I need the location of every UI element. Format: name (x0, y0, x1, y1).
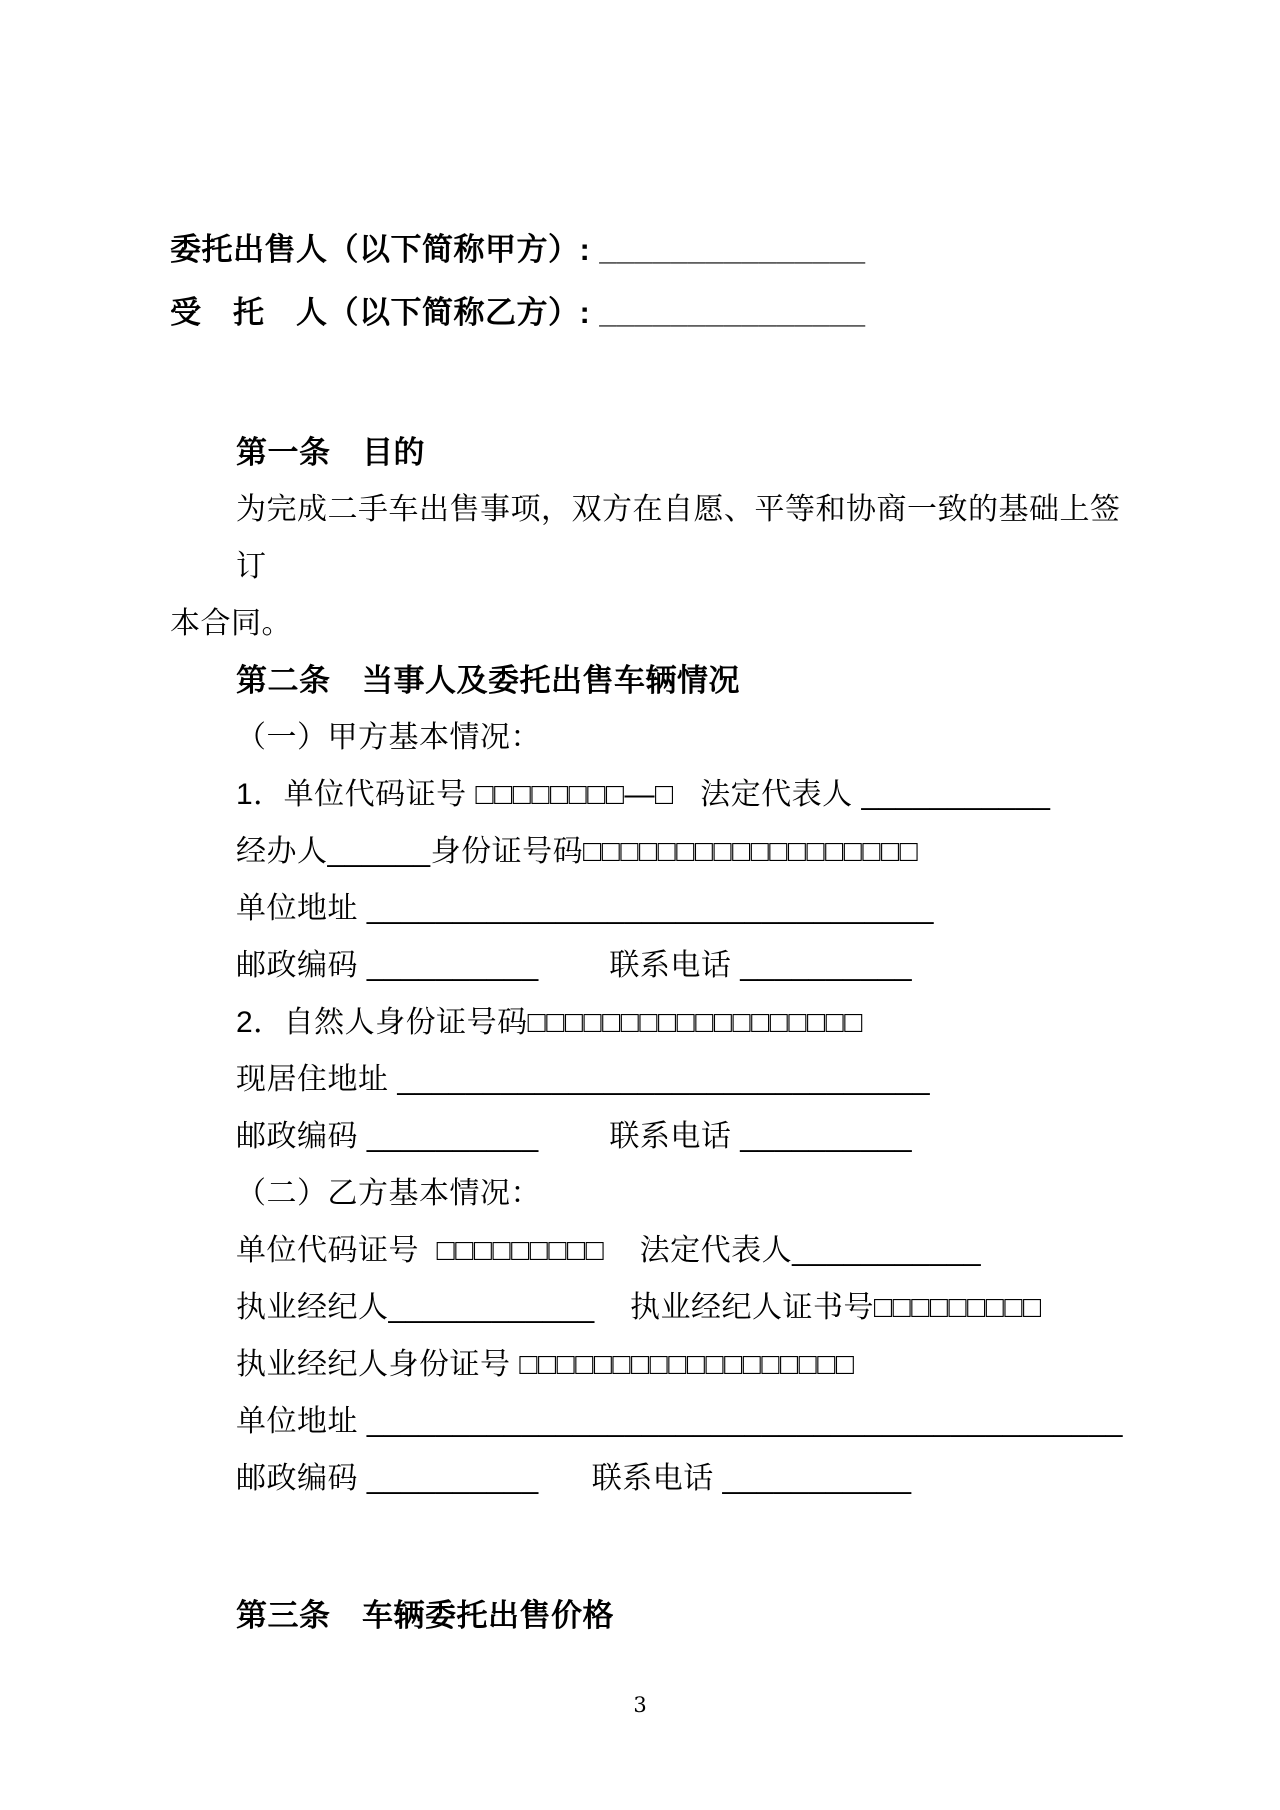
party-a-residence-line: 现居住地址 _______________________________ (236, 1063, 931, 1096)
section-gap (170, 1507, 1135, 1587)
article1-heading: 第一条 目的 (236, 435, 425, 470)
page-number: 3 (633, 1693, 647, 1717)
party-a-person-id-line: 2．自然人身份证号码□□□□□□□□□□□□□□□□□□ (236, 1006, 863, 1039)
article2-heading: 第二条 当事人及委托出售车辆情况 (236, 663, 740, 698)
party-b-address-line: 单位地址 ____________________________________________ (236, 1405, 1123, 1438)
section-gap (170, 344, 1135, 424)
party-b-broker-id-line: 执业经纪人身份证号 □□□□□□□□□□□□□□□□□□ (236, 1348, 855, 1381)
party-a-address-line: 单位地址 _________________________________ (236, 892, 934, 925)
party-b-unit-code-line: 单位代码证号 □□□□□□□□□ 法定代表人___________ (236, 1234, 982, 1267)
party-b-line: 受 托 人（以下简称乙方）: _______________ (170, 295, 866, 330)
party-b-basic-info-title: （二）乙方基本情况： (236, 1177, 541, 1210)
party-a-agent-id-line: 经办人______身份证号码□□□□□□□□□□□□□□□□□□ (236, 835, 919, 868)
article3-heading: 第三条 车辆委托出售价格 (236, 1598, 614, 1633)
party-a-postcode-phone-line-2: 邮政编码 __________ 联系电话 __________ (236, 1120, 913, 1153)
party-a-unit-code-line: 1．单位代码证号 □□□□□□□□—□ 法定代表人 ___________ (236, 778, 1051, 811)
party-a-basic-info-title: （一）甲方基本情况： (236, 721, 541, 754)
party-b-broker-line: 执业经纪人____________ 执业经纪人证书号□□□□□□□□□ (236, 1291, 1042, 1324)
party-a-postcode-phone-line: 邮政编码 __________ 联系电话 __________ (236, 949, 913, 982)
party-a-line: 委托出售人（以下简称甲方）: _______________ (170, 232, 866, 267)
article1-body-line1: 为完成二手车出售事项，双方在自愿、平等和协商一致的基础上签订 (236, 493, 1121, 583)
party-b-postcode-phone-line: 邮政编码 __________ 联系电话 ___________ (236, 1462, 912, 1495)
contract-body (170, 218, 1135, 1644)
article1-body-line2: 本合同。 (170, 607, 292, 640)
